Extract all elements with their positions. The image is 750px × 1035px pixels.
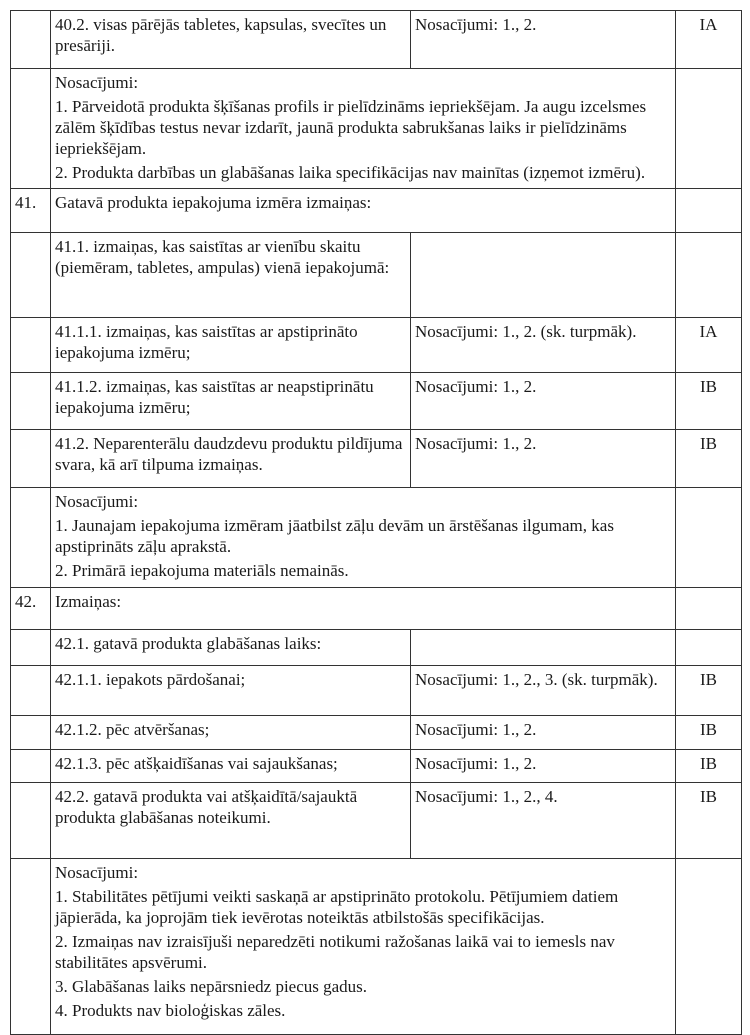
variation-type: IB bbox=[676, 373, 742, 430]
variation-label: 41.2. Neparenterālu daudzdevu produktu pildījuma svara, kā arī tilpuma izmaiņas. bbox=[51, 430, 411, 488]
row-number-cell bbox=[11, 630, 51, 666]
variation-label: 41.1.2. izmaiņas, kas saistītas ar neapstiprinātu iepakojuma izmēru; bbox=[51, 373, 411, 430]
empty-type-cell bbox=[676, 189, 742, 233]
table-row-41-1 bbox=[11, 233, 742, 318]
variation-label: 42.1.3. pēc atšķaidīšanas vai sajaukšanas; bbox=[51, 750, 411, 783]
variations-table bbox=[10, 10, 742, 1035]
table-row-42-1-2 bbox=[11, 716, 742, 750]
note-item: 1. Pārveidotā produkta šķīšanas profils ir pielīdzināms iepriekšējam. Ja augu izcelsmes zālēm šķīdības testus nevar izdarīt, jaunā produkta sabrukšanas laiks ir pielīdzināms iepriekšējam. bbox=[55, 97, 647, 158]
table-row-notes-42 bbox=[11, 859, 742, 1035]
table-row-41-1-1 bbox=[11, 318, 742, 373]
note-item: 2. Izmaiņas nav izraisījuši neparedzēti notikumi ražošanas laikā vai to iemesls nav stabilitātes apsvērumi. bbox=[55, 932, 615, 972]
variation-conditions: Nosacījumi: 1., 2. bbox=[411, 750, 676, 783]
empty-type-cell bbox=[676, 630, 742, 666]
variation-conditions: Nosacījumi: 1., 2. (sk. turpmāk). bbox=[411, 318, 676, 373]
variation-conditions: Nosacījumi: 1., 2. bbox=[411, 373, 676, 430]
note-item: 1. Stabilitātes pētījumi veikti saskaņā ar apstiprināto protokolu. Pētījumiem datiem jāpierāda, ka joprojām tiek ievērotas noteiktās atbilstošās specifikācijas. bbox=[55, 887, 619, 927]
empty-type-cell bbox=[676, 233, 742, 318]
table-row-40-2 bbox=[11, 11, 742, 69]
row-number-cell bbox=[11, 11, 51, 69]
notes-heading: Nosacījumi: bbox=[55, 863, 139, 882]
table-row-42-1-1 bbox=[11, 666, 742, 716]
note-item: 3. Glabāšanas laiks nepārsniedz piecus gadus. bbox=[55, 977, 368, 996]
row-number-cell bbox=[11, 488, 51, 588]
variation-type: IB bbox=[676, 716, 742, 750]
table-row-42 bbox=[11, 588, 742, 630]
variation-type: IB bbox=[676, 783, 742, 859]
table-row-42-1-3 bbox=[11, 750, 742, 783]
empty-type-cell bbox=[676, 859, 742, 1035]
variation-label: 42.1. gatavā produkta glabāšanas laiks: bbox=[51, 630, 411, 666]
variation-type: IB bbox=[676, 666, 742, 716]
variation-conditions: Nosacījumi: 1., 2. bbox=[411, 430, 676, 488]
section-title: Izmaiņas: bbox=[51, 588, 676, 630]
empty-type-cell bbox=[676, 69, 742, 189]
table-row-41-1-2 bbox=[11, 373, 742, 430]
row-number: 42. bbox=[11, 588, 51, 630]
empty-type-cell bbox=[676, 588, 742, 630]
note-item: 2. Produkta darbības un glabāšanas laika specifikācijas nav mainītas (izņemot izmēru). bbox=[55, 163, 646, 182]
conditions-notes bbox=[51, 488, 676, 588]
variation-label: 42.2. gatavā produkta vai atšķaidītā/sajauktā produkta glabāšanas noteikumi. bbox=[51, 783, 411, 859]
row-number-cell bbox=[11, 430, 51, 488]
table-row-41-2 bbox=[11, 430, 742, 488]
row-number-cell bbox=[11, 716, 51, 750]
variation-label: 41.1.1. izmaiņas, kas saistītas ar apstiprināto iepakojuma izmēru; bbox=[51, 318, 411, 373]
empty-type-cell bbox=[676, 488, 742, 588]
table-row-41 bbox=[11, 189, 742, 233]
row-number-cell bbox=[11, 69, 51, 189]
notes-heading: Nosacījumi: bbox=[55, 492, 139, 511]
variation-conditions: Nosacījumi: 1., 2., 4. bbox=[411, 783, 676, 859]
variation-conditions: Nosacījumi: 1., 2., 3. (sk. turpmāk). bbox=[411, 666, 676, 716]
table-row-42-2 bbox=[11, 783, 742, 859]
variation-conditions: Nosacījumi: 1., 2. bbox=[411, 11, 676, 69]
conditions-notes bbox=[51, 69, 676, 189]
row-number: 41. bbox=[11, 189, 51, 233]
variation-type: IA bbox=[676, 318, 742, 373]
empty-conditions-cell bbox=[411, 630, 676, 666]
variation-label: 42.1.1. iepakots pārdošanai; bbox=[51, 666, 411, 716]
note-item: 1. Jaunajam iepakojuma izmēram jāatbilst zāļu devām un ārstēšanas ilgumam, kas apstiprināts zāļu aprakstā. bbox=[55, 516, 614, 556]
row-number-cell bbox=[11, 783, 51, 859]
conditions-notes bbox=[51, 859, 676, 1035]
empty-conditions-cell bbox=[411, 233, 676, 318]
row-number-cell bbox=[11, 750, 51, 783]
variation-type: IB bbox=[676, 750, 742, 783]
section-title: Gatavā produkta iepakojuma izmēra izmaiņas: bbox=[51, 189, 676, 233]
row-number-cell bbox=[11, 233, 51, 318]
table-row-notes-40 bbox=[11, 69, 742, 189]
variation-label: 42.1.2. pēc atvēršanas; bbox=[51, 716, 411, 750]
variation-conditions: Nosacījumi: 1., 2. bbox=[411, 716, 676, 750]
note-item: 4. Produkts nav bioloģiskas zāles. bbox=[55, 1001, 286, 1020]
row-number-cell bbox=[11, 318, 51, 373]
row-number-cell bbox=[11, 373, 51, 430]
variation-label: 41.1. izmaiņas, kas saistītas ar vienību skaitu (piemēram, tabletes, ampulas) vienā iepakojumā: bbox=[51, 233, 411, 318]
variation-label: 40.2. visas pārējās tabletes, kapsulas, svecītes un presāriji. bbox=[51, 11, 411, 69]
row-number-cell bbox=[11, 666, 51, 716]
notes-heading: Nosacījumi: bbox=[55, 73, 139, 92]
table-row-42-1 bbox=[11, 630, 742, 666]
table-row-notes-41 bbox=[11, 488, 742, 588]
variation-type: IB bbox=[676, 430, 742, 488]
variation-type: IA bbox=[676, 11, 742, 69]
note-item: 2. Primārā iepakojuma materiāls nemainās. bbox=[55, 561, 349, 580]
row-number-cell bbox=[11, 859, 51, 1035]
